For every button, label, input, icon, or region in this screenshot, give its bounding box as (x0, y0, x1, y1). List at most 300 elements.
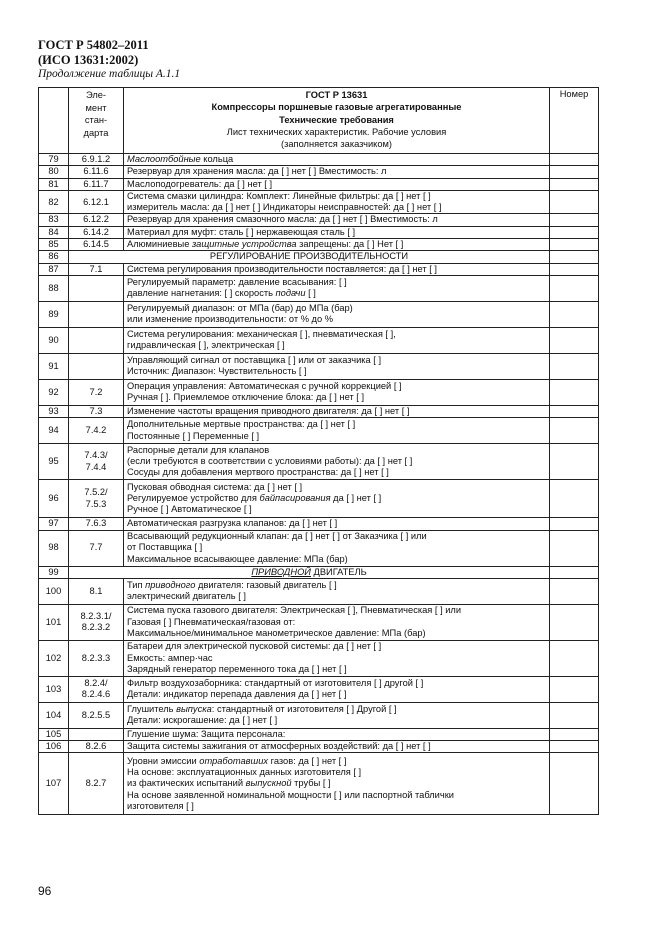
requirement-line (127, 591, 546, 602)
number-cell (550, 263, 599, 275)
row-number: 107 (39, 753, 69, 815)
element-reference-line: 7.5.3 (85, 498, 107, 509)
requirement-text (124, 327, 550, 353)
table-row (39, 753, 599, 815)
text-segment: Всасывающий редукционный клапан: да [ ] нет [ ] от Заказчика [ ] или (127, 531, 427, 542)
element-reference (69, 275, 124, 301)
requirement-text (124, 480, 550, 518)
row-number: 81 (39, 178, 69, 190)
text-segment: Система смазки цилиндра: Комплект: Линейные фильтры: да [ ] нет [ ] (127, 190, 431, 201)
table-row (39, 702, 599, 728)
requirement-line (127, 801, 546, 812)
page-number: 96 (38, 884, 52, 898)
number-cell (550, 226, 599, 238)
document-header (38, 38, 598, 81)
table-row (39, 640, 599, 676)
text-segment: Резервуар для хранения смазочного масла: да [ ] нет [ ] Вместимость: л (127, 214, 438, 225)
text-segment: защитные устройства (191, 239, 297, 250)
row-number: 93 (39, 405, 69, 417)
requirement-text (124, 640, 550, 676)
row-number: 94 (39, 418, 69, 444)
table-row (39, 226, 599, 238)
table-body (39, 154, 599, 815)
text-segment: Фильтр воздухозаборника: стандартный от изготовителя [ ] другой [ ] (127, 678, 424, 689)
table-row (39, 444, 599, 480)
table-row (39, 353, 599, 379)
section-heading (69, 566, 550, 578)
requirement-line (127, 504, 546, 515)
number-cell (550, 154, 599, 166)
text-segment: ДВИГАТЕЛЬ (310, 566, 367, 577)
text-segment: Регулируемый параметр: давление всасывания: [ ] (127, 277, 347, 288)
requirement-line (127, 554, 546, 565)
requirement-text (124, 154, 550, 166)
element-reference (69, 530, 124, 566)
text-segment: Управляющий сигнал от поставщика [ ] или от заказчика [ ] (127, 355, 382, 366)
standard-designation: ГОСТ Р 54802–2011 (38, 38, 149, 52)
element-reference-line: 7.7 (89, 542, 103, 553)
requirement-text (124, 518, 550, 530)
text-segment: выпускной (245, 778, 292, 789)
requirement-line (127, 202, 546, 213)
element-reference (69, 178, 124, 190)
row-number: 102 (39, 640, 69, 676)
requirement-line (127, 689, 546, 700)
element-reference-line: 7.4.2 (85, 425, 107, 436)
requirement-line (127, 154, 546, 165)
requirement-text (124, 353, 550, 379)
element-reference-line: 8.2.3.2 (81, 622, 111, 633)
requirement-line (127, 617, 546, 628)
element-reference-line: 8.2.3.3 (81, 652, 111, 663)
element-reference (69, 604, 124, 640)
requirement-text (124, 578, 550, 604)
requirement-line (127, 641, 546, 652)
element-reference-line: 8.2.4/ (84, 678, 108, 689)
number-cell (550, 566, 599, 578)
requirement-text (124, 728, 550, 740)
text-segment: давление нагнетания: [ ] скорость (127, 288, 276, 299)
text-segment: Ручное [ ] Автоматическое [ ] (127, 504, 252, 515)
text-segment: Система регулирования производительности поставляется: да [ ] нет [ ] (127, 263, 437, 274)
element-reference (69, 154, 124, 166)
requirement-text (124, 405, 550, 417)
element-reference-line: 7.4.4 (85, 461, 107, 472)
element-reference (69, 301, 124, 327)
table-row (39, 251, 599, 263)
number-cell (550, 301, 599, 327)
row-number: 100 (39, 578, 69, 604)
header-element-line: дарта (83, 127, 109, 138)
text-segment: Максимальное всасывающее давление: МПа (бар) (127, 553, 348, 564)
header-title-line: (заполняется заказчиком) (281, 139, 392, 150)
requirement-line (127, 445, 546, 456)
number-cell (550, 353, 599, 379)
requirement-line (127, 456, 546, 467)
text-segment: Источник: Диапазон: Чувствительность [ ] (127, 366, 307, 377)
row-number: 84 (39, 226, 69, 238)
number-cell (550, 405, 599, 417)
row-number: 106 (39, 741, 69, 753)
element-reference (69, 226, 124, 238)
row-number: 85 (39, 239, 69, 251)
text-segment: от Поставщика [ ] (127, 542, 203, 553)
requirement-line (127, 467, 546, 478)
text-segment: Сосуды для добавления мертвого пространства: да [ ] нет [ ] (127, 467, 389, 478)
requirement-line (127, 314, 546, 325)
text-segment: Уровни эмиссии (127, 755, 200, 766)
table-row (39, 676, 599, 702)
table-row (39, 154, 599, 166)
requirement-line (127, 628, 546, 639)
requirement-line (127, 431, 546, 442)
text-segment: Батареи для электрической пусковой системы: да [ ] нет [ ] (127, 641, 382, 652)
table-row (39, 190, 599, 214)
element-reference (69, 166, 124, 178)
requirement-line (127, 329, 546, 340)
text-segment: Глушение шума: Защита персонала: (127, 728, 286, 739)
text-segment: Маслоотбойные (127, 154, 201, 164)
element-reference-line: 7.6.3 (85, 518, 107, 529)
number-cell (550, 741, 599, 753)
element-reference (69, 263, 124, 275)
number-cell (550, 327, 599, 353)
text-segment: подачи (275, 288, 306, 299)
number-cell (550, 379, 599, 405)
element-reference (69, 353, 124, 379)
requirement-line (127, 303, 546, 314)
header-element-line: Эле- (85, 90, 107, 100)
number-cell (550, 702, 599, 728)
requirement-line (127, 518, 546, 529)
spec-table (38, 87, 599, 815)
number-cell (550, 676, 599, 702)
text-segment: трубы [ ] (291, 778, 331, 789)
requirement-text (124, 702, 550, 728)
element-reference-line: 8.2.5.5 (81, 709, 111, 720)
text-segment: [ ] (305, 288, 316, 299)
requirement-line (127, 767, 546, 778)
text-segment: Изменение частоты вращения приводного двигателя: да [ ] нет [ ] (127, 405, 410, 416)
requirement-line (127, 340, 546, 351)
requirement-line (127, 419, 546, 430)
number-cell (550, 239, 599, 251)
table-row (39, 239, 599, 251)
text-segment: Ручная [ ]. Приемлемое отключение блока: да [ ] нет [ ] (127, 392, 365, 403)
text-segment: электрический двигатель [ ] (127, 591, 246, 602)
table-header-row (39, 88, 599, 154)
text-segment: Маслоподогреватель: да [ ] нет [ ] (127, 178, 273, 189)
text-segment: Резервуар для хранения масла: да [ ] нет [ ] Вместимость: л (127, 166, 387, 177)
element-reference-line: 8.2.7 (85, 778, 107, 789)
requirement-line (127, 729, 546, 740)
number-cell (550, 190, 599, 214)
text-segment: На основе: эксплуатационных данных изготовителя [ ] (127, 767, 362, 777)
row-number: 101 (39, 604, 69, 640)
requirement-line (127, 790, 546, 801)
row-number: 83 (39, 214, 69, 226)
text-segment: Детали: индикатор перепада давления да [ ] нет [ ] (127, 689, 347, 700)
element-reference-line: 6.11.6 (83, 166, 109, 177)
number-cell (550, 275, 599, 301)
requirement-line (127, 288, 546, 299)
number-cell (550, 518, 599, 530)
element-reference-line: 8.1 (89, 585, 103, 596)
table-row (39, 480, 599, 518)
iso-designation: (ИСО 13631:2002) (38, 53, 139, 67)
text-segment: Распорные детали для клапанов (127, 444, 270, 455)
requirement-text (124, 530, 550, 566)
requirement-line (127, 214, 546, 225)
requirement-line (127, 191, 546, 202)
text-segment: Пусковая обводная система: да [ ] нет [ ] (127, 481, 303, 492)
row-number: 90 (39, 327, 69, 353)
text-segment: отработавших (199, 755, 269, 766)
table-row (39, 327, 599, 353)
text-segment: приводного (145, 580, 196, 591)
text-segment: Регулируемое устройство для (127, 493, 260, 504)
text-segment: Система пуска газового двигателя: Электрическая [ ], Пневматическая [ ] или (127, 605, 462, 616)
text-segment: изготовителя [ ] (127, 800, 194, 811)
table-row (39, 728, 599, 740)
number-cell (550, 578, 599, 604)
requirement-text (124, 239, 550, 251)
number-cell (550, 166, 599, 178)
row-number: 91 (39, 353, 69, 379)
table-continuation-caption: Продолжение таблицы А.1.1 (38, 68, 181, 80)
text-segment: или изменение производительности: от % до % (127, 314, 334, 325)
element-reference-line: 6.14.5 (83, 239, 109, 250)
element-reference-line: 7.1 (89, 263, 103, 274)
requirement-line (127, 605, 546, 616)
requirement-line (127, 653, 546, 664)
requirement-text (124, 604, 550, 640)
number-cell (550, 444, 599, 480)
element-reference (69, 379, 124, 405)
element-reference (69, 753, 124, 815)
text-segment: Максимальное/минимальное манометрическое давление: МПа (бар) (127, 628, 426, 638)
requirement-line (127, 678, 546, 689)
text-segment: На основе заявленной номинальной мощности [ ] или паспортной таблички (127, 789, 454, 800)
table-row (39, 604, 599, 640)
text-segment: Тип (127, 580, 146, 591)
table-row (39, 578, 599, 604)
element-reference-line: 8.2.4.6 (81, 689, 111, 700)
element-reference (69, 214, 124, 226)
requirement-line (127, 542, 546, 553)
table-row (39, 214, 599, 226)
number-cell (550, 728, 599, 740)
table-row (39, 566, 599, 578)
requirement-line (127, 366, 546, 377)
text-segment: Глушитель (127, 704, 177, 715)
text-segment: ПРИВОДНОЙ (251, 566, 311, 577)
table-row (39, 405, 599, 417)
requirement-text (124, 226, 550, 238)
header-element-cell (69, 88, 124, 154)
element-reference (69, 480, 124, 518)
text-segment: Зарядный генератор переменного тока да [ ] нет [ ] (127, 664, 347, 674)
element-reference (69, 728, 124, 740)
element-reference-line: 8.2.6 (85, 741, 107, 752)
requirement-line (127, 715, 546, 726)
table-row (39, 418, 599, 444)
table-row (39, 178, 599, 190)
table-row (39, 530, 599, 566)
header-element-line: мент (85, 102, 107, 113)
row-number: 105 (39, 728, 69, 740)
table-row (39, 741, 599, 753)
text-segment: гидравлическая [ ], электрическая [ ] (127, 340, 285, 351)
text-segment: Система регулирования: механическая [ ], пневматическая [ ], (127, 329, 396, 340)
row-number: 88 (39, 275, 69, 301)
element-reference-line: 6.9.1.2 (81, 154, 111, 164)
requirement-line (127, 704, 546, 715)
requirement-text (124, 190, 550, 214)
requirement-text (124, 444, 550, 480)
text-segment: Автоматическая разгрузка клапанов: да [ ] нет [ ] (127, 518, 338, 529)
element-reference-line: 7.2 (89, 386, 103, 397)
element-reference-line: 7.3 (89, 405, 103, 416)
text-segment: байпасирования (259, 493, 331, 504)
header-title-cell (124, 88, 550, 154)
element-reference-line: 6.11.7 (83, 178, 109, 189)
row-number: 87 (39, 263, 69, 275)
text-segment: Защита системы зажигания от атмосферных воздействий: да [ ] нет [ ] (127, 741, 431, 752)
requirement-line (127, 580, 546, 591)
element-reference (69, 327, 124, 353)
text-segment: : стандартный от изготовителя [ ] Другой [ ] (211, 704, 397, 715)
row-number: 86 (39, 251, 69, 263)
requirement-line (127, 756, 546, 767)
table-row (39, 166, 599, 178)
requirement-line (127, 264, 546, 275)
row-number: 79 (39, 154, 69, 166)
element-reference-line: 8.2.3.1/ (80, 611, 112, 622)
text-segment: Емкость: ампер·час (127, 652, 213, 663)
text-segment: да [ ] нет [ ] (330, 493, 382, 504)
row-number: 96 (39, 480, 69, 518)
text-segment: кольца (200, 154, 234, 164)
element-reference-line: 6.12.2 (83, 214, 109, 225)
text-segment: Операция управления: Автоматическая с ручной коррекцией [ ] (127, 381, 402, 392)
header-number-cell: Номер (550, 88, 599, 154)
element-reference (69, 418, 124, 444)
table-row (39, 518, 599, 530)
element-reference-line: 6.12.1 (83, 196, 109, 207)
number-cell (550, 604, 599, 640)
requirement-line (127, 741, 546, 752)
text-segment: Регулируемый диапазон: от МПа (бар) до МПа (бар) (127, 303, 353, 314)
element-reference (69, 741, 124, 753)
requirement-text (124, 741, 550, 753)
row-number: 97 (39, 518, 69, 530)
number-cell (550, 480, 599, 518)
header-title-line: ГОСТ Р 13631 (305, 90, 368, 100)
text-segment: выпуска (176, 704, 212, 715)
requirement-line (127, 493, 546, 504)
table-row (39, 301, 599, 327)
text-segment: из фактических испытаний (127, 778, 246, 789)
section-heading: РЕГУЛИРОВАНИЕ ПРОИЗВОДИТЕЛЬНОСТИ (69, 251, 550, 263)
row-number: 92 (39, 379, 69, 405)
text-segment: Дополнительные мертвые пространства: да [ ] нет [ ] (127, 419, 356, 430)
requirement-text (124, 753, 550, 815)
requirement-line (127, 406, 546, 417)
requirement-line (127, 664, 546, 675)
requirement-text (124, 178, 550, 190)
number-cell (550, 640, 599, 676)
number-cell (550, 753, 599, 815)
element-reference (69, 190, 124, 214)
row-number: 103 (39, 676, 69, 702)
row-number: 98 (39, 530, 69, 566)
requirement-text (124, 275, 550, 301)
element-reference (69, 444, 124, 480)
text-segment: Алюминиевые (127, 239, 192, 250)
number-cell (550, 178, 599, 190)
table-row (39, 275, 599, 301)
requirement-line (127, 778, 546, 789)
header-row-number-cell (39, 88, 69, 154)
requirement-line (127, 355, 546, 366)
element-reference (69, 518, 124, 530)
requirement-text (124, 263, 550, 275)
element-reference (69, 405, 124, 417)
requirement-text (124, 418, 550, 444)
requirement-line (127, 531, 546, 542)
requirement-text (124, 301, 550, 327)
requirement-text (124, 379, 550, 405)
text-segment: (если требуются в соответствии с условиями работы): да [ ] нет [ ] (127, 456, 413, 467)
requirement-line (127, 179, 546, 190)
text-segment: двигателя: газовый двигатель [ ] (195, 580, 337, 591)
requirement-line (127, 166, 546, 177)
requirement-text (124, 214, 550, 226)
table-row (39, 379, 599, 405)
row-number: 89 (39, 301, 69, 327)
row-number: 82 (39, 190, 69, 214)
number-cell (550, 530, 599, 566)
text-segment: запрещены: да [ ] Нет [ ] (296, 239, 404, 250)
element-reference (69, 640, 124, 676)
requirement-line (127, 392, 546, 403)
text-segment: Постоянные [ ] Переменные [ ] (127, 430, 260, 441)
row-number: 99 (39, 566, 69, 578)
row-number: 95 (39, 444, 69, 480)
text-segment: газов: да [ ] нет [ ] (268, 755, 347, 766)
number-cell (550, 251, 599, 263)
text-segment: Детали: искрогашение: да [ ] нет [ ] (127, 715, 278, 726)
element-reference (69, 676, 124, 702)
requirement-line (127, 239, 546, 250)
text-segment: Материал для муфт: сталь [ ] нержавеющая сталь [ ] (127, 226, 356, 237)
requirement-line (127, 381, 546, 392)
number-cell (550, 418, 599, 444)
header-element-line: стан- (84, 115, 108, 125)
element-reference (69, 702, 124, 728)
requirement-text (124, 676, 550, 702)
requirement-line (127, 227, 546, 238)
element-reference-line: 7.4.3/ (84, 450, 108, 461)
element-reference-line: 7.5.2/ (84, 487, 108, 498)
element-reference (69, 239, 124, 251)
requirement-line (127, 277, 546, 288)
text-segment: измеритель масла: да [ ] нет [ ] Индикаторы неисправностей: да [ ] нет [ ] (127, 202, 442, 213)
number-cell (550, 214, 599, 226)
header-title-line: Лист технических характеристик. Рабочие условия (226, 126, 447, 137)
header-title-line: Технические требования (279, 114, 394, 125)
